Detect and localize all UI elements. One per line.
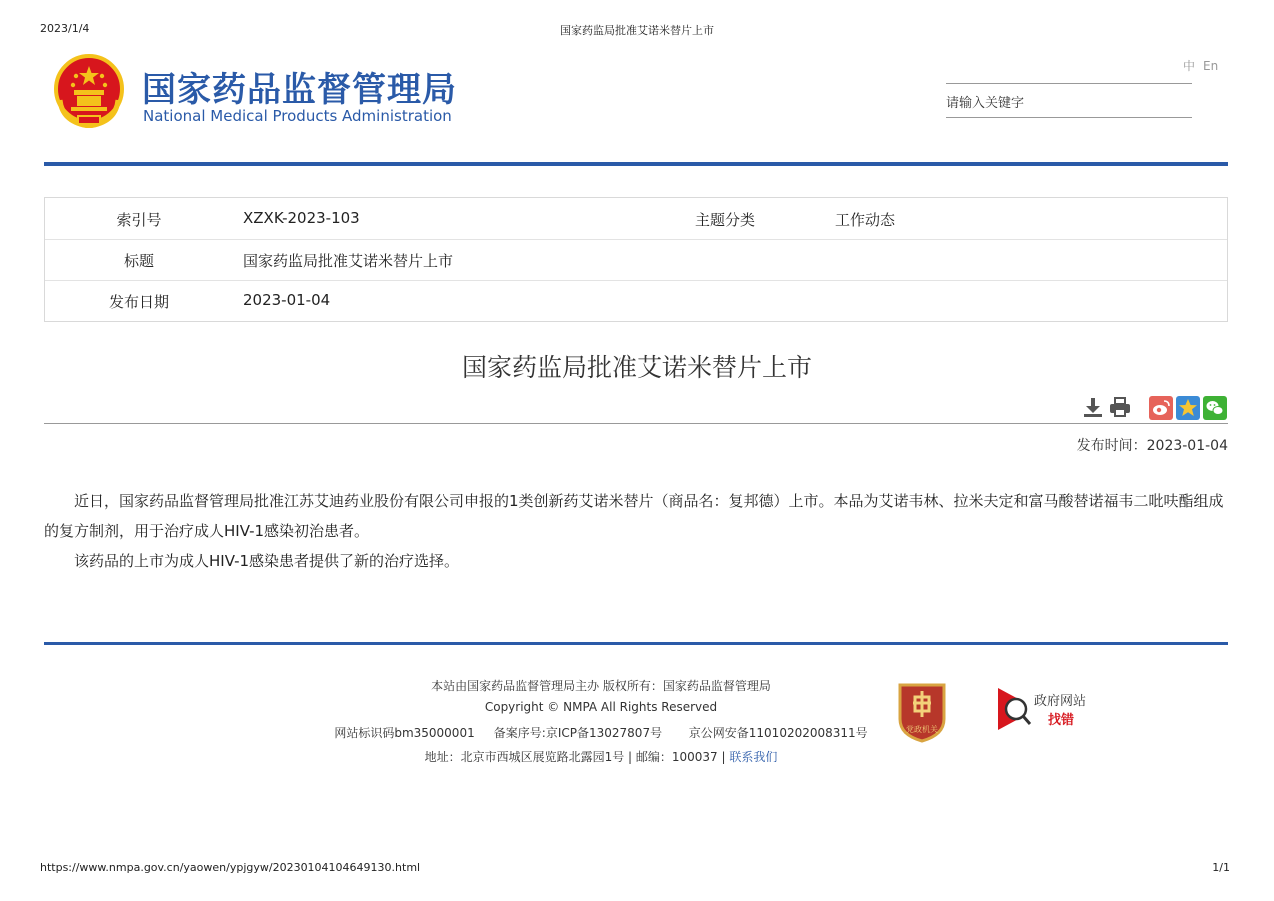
print-date: 2023/1/4 [40,22,90,35]
search-input[interactable] [946,89,1192,118]
meta-index-value: XZXK-2023-103 [243,209,360,227]
footer-icp[interactable]: 备案序号:京ICP备13027807号 [493,726,663,740]
meta-row-date [45,280,1227,321]
badge-find-error-text: 找错 [1048,713,1075,728]
meta-title-value: 国家药监局批准艾诺米替片上市 [243,252,454,270]
badge-gov-site-text: 政府网站 [1034,694,1087,709]
footer-sponsor: 本站由国家药品监督管理局主办 版权所有：国家药品监督管理局 [431,679,771,693]
meta-index-label: 索引号 [116,211,162,229]
meta-row-title [45,239,1227,281]
search-top-line [946,83,1192,84]
publish-time: 发布时间：2023-01-04 [1076,438,1228,454]
download-icon[interactable] [1082,396,1104,418]
print-title: 国家药监局批准艾诺米替片上市 [560,24,714,37]
print-icon[interactable] [1109,396,1131,418]
site-logo-subtitle[interactable]: National Medical Products Administration [143,107,452,125]
language-switcher [1183,57,1226,74]
footer-divider [44,642,1228,645]
article-title: 国家药监局批准艾诺米替片上市 [461,353,812,382]
meta-title-label: 标题 [123,252,154,270]
article-body [44,486,1230,576]
meta-date-label: 发布日期 [108,293,169,311]
article-paragraph: 近日，国家药品监督管理局批准江苏艾迪药业股份有限公司申报的1类创新药艾诺米替片（商品名：复邦德）上市。本品为艾诺韦林、拉米夫定和富马酸替诺福韦二吡呋酯组成的复方制剂，用于治疗成人HIV-1感染初治患者。 [44,492,1224,540]
wechat-share-icon[interactable] [1203,396,1227,420]
print-url: https://www.nmpa.gov.cn/yaowen/ypjgyw/20230104104649130.html [40,861,421,874]
gov-site-error-report-icon[interactable] [996,686,1100,732]
header-divider [44,162,1228,166]
meta-category-value: 工作动态 [835,211,896,229]
party-gov-badge-label: 党政机关 [906,725,938,734]
site-logo-title[interactable]: 国家药品监督管理局 [142,70,457,110]
national-emblem-icon[interactable] [54,54,124,128]
footer-police-record[interactable]: 京公网安备11010202008311号 [688,726,868,740]
lang-cn-link[interactable]: 中 [1183,59,1196,73]
print-page-number: 1/1 [1212,861,1230,874]
qzone-share-icon[interactable] [1176,396,1200,420]
article-paragraph: 该药品的上市为成人HIV-1感染患者提供了新的治疗选择。 [74,552,460,570]
footer-copyright: Copyright © NMPA All Rights Reserved [484,700,718,714]
lang-en-link[interactable]: En [1203,59,1219,73]
footer-address-text: 地址：北京市西城区展览路北露园1号 | 邮编：100037 | [424,750,726,764]
meta-row-index [45,198,1227,240]
footer-address [0,748,1202,765]
meta-date-value: 2023-01-04 [243,291,331,309]
contact-us-link[interactable]: 联系我们 [729,750,778,764]
party-gov-badge-icon[interactable] [896,681,948,743]
meta-category-label: 主题分类 [694,211,755,229]
article-meta-table [44,197,1228,322]
footer-site-id: 网站标识码bm35000001 [334,726,475,740]
article-divider [44,423,1228,424]
weibo-share-icon[interactable] [1149,396,1173,420]
